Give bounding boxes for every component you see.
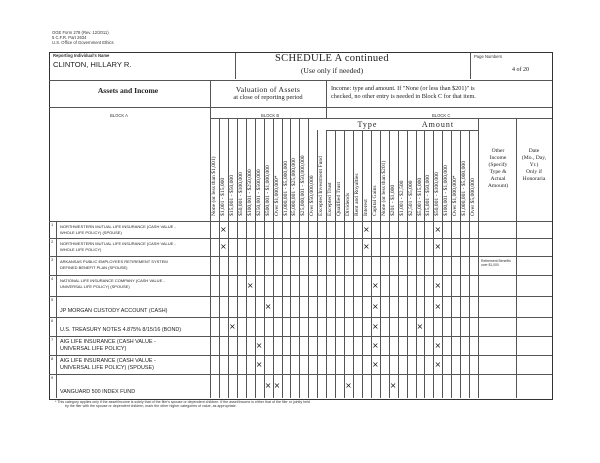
checkbox-mark: ×: [246, 280, 254, 290]
column-divider: [424, 130, 425, 398]
column-header: $15,001 - $50,000: [228, 174, 235, 216]
asset-description: NORTHWESTERN MUTUAL LIFE INSURANCE (CASH VALUE -: [60, 224, 176, 229]
checkbox-mark: ×: [264, 381, 272, 390]
column-header: Interest: [362, 199, 369, 216]
block-b-label: BLOCK B: [261, 113, 280, 118]
type-label: Type: [357, 120, 378, 129]
column-divider: [264, 118, 265, 398]
column-header: Dividends: [345, 193, 351, 216]
column-header: Excepted Trust: [327, 182, 334, 216]
checkbox-mark: ×: [371, 340, 379, 350]
row-number: 3: [51, 257, 54, 262]
asset-description: DEFINED BENEFIT PLAN (SPOUSE): [60, 264, 128, 270]
asset-description: AIG LIFE INSURANCE (CASH VALUE -: [60, 339, 156, 345]
row-divider: [49, 355, 552, 356]
column-divider: [246, 118, 247, 398]
row-divider: [49, 317, 552, 318]
column-divider: [344, 130, 345, 398]
column-header: $1,000,001 - $5,000,000: [282, 160, 289, 216]
column-divider: [398, 130, 399, 398]
checkbox-mark: ×: [434, 242, 442, 251]
checkbox-mark: ×: [255, 340, 263, 350]
asset-description: NORTHWESTERN MUTUAL LIFE INSURANCE (CASH VALUE -: [60, 241, 176, 246]
column-header: None (or less than $1,001): [211, 156, 217, 216]
column-divider: [353, 130, 354, 398]
column-header: $250,001 - $500,000: [255, 169, 262, 216]
row-divider: [49, 256, 552, 257]
checkbox-mark: ×: [228, 321, 236, 331]
column-header: $15,001 - $50,000: [425, 174, 432, 216]
column-header: Qualified Trust: [336, 181, 343, 216]
row-number: 6: [51, 318, 54, 323]
checkbox-mark: ×: [371, 321, 379, 331]
amount-label: Amount: [421, 120, 455, 129]
checkbox-mark: ×: [371, 359, 379, 369]
checkbox-mark: ×: [434, 301, 442, 311]
form-number: OGE Form 278 (Rev. 12/2011): [52, 30, 109, 35]
checkbox-mark: ×: [264, 301, 272, 311]
reporting-individual-name: CLINTON, HILLARY R.: [53, 60, 132, 69]
page-number: [512, 67, 529, 73]
row-divider: [49, 374, 552, 375]
asset-description: JP MORGAN CUSTODY ACCOUNT (CASH): [60, 308, 168, 314]
column-divider: [371, 130, 372, 398]
checkbox-mark: ×: [220, 242, 227, 251]
block-a-label: BLOCK A: [110, 113, 128, 118]
asset-description: AIG LIFE INSURANCE (CASH VALUE -: [60, 358, 156, 364]
row-divider: [49, 275, 552, 276]
column-header: $5,001 - $15,000: [416, 177, 423, 216]
column-divider: [433, 130, 434, 398]
column-header: $100,001 - $1,000,000: [443, 165, 450, 216]
column-header: $100,001 - $250,000: [246, 169, 253, 216]
column-header: None (or less than $201): [380, 160, 387, 216]
page-of: of: [516, 67, 522, 73]
checkbox-mark: ×: [389, 381, 397, 390]
row-number: 5: [51, 297, 54, 302]
checkbox-mark: ×: [434, 224, 442, 234]
checkbox-mark: ×: [416, 321, 424, 331]
block-c-label: BLOCK C: [432, 113, 451, 118]
asset-description: UNIVERSAL LIFE POLICY) (SPOUSE): [60, 365, 154, 371]
checkbox-mark: ×: [220, 224, 227, 234]
column-header: Rent and Royalties: [353, 173, 360, 216]
valuation-title: Valuation of Assets: [235, 85, 301, 94]
checkbox-mark: ×: [434, 359, 442, 369]
checkbox-mark: ×: [255, 359, 263, 369]
column-header: $500,001 - $1,000,000: [264, 165, 271, 216]
column-header: $50,001 - $100,000: [237, 172, 244, 216]
row-divider: [49, 336, 552, 337]
row-divider: [49, 238, 552, 239]
column-divider: [326, 130, 327, 398]
asset-description: WHOLE LIFE POLICY): [60, 246, 102, 252]
page-total: 20: [523, 67, 529, 73]
asset-description: WHOLE LIFE POLICY) (SPOUSE): [60, 229, 122, 235]
assets-income-title: Assets and Income: [97, 86, 159, 95]
column-divider: [219, 118, 220, 398]
column-header: Over $1,000,000*: [273, 175, 280, 216]
checkbox-mark: ×: [273, 381, 281, 390]
other-income-header: Other Income (Specify Type & Actual Amount): [487, 148, 509, 189]
column-divider: [469, 130, 470, 398]
row-divider: [49, 296, 552, 297]
asset-description: NATIONAL LIFE INSURANCE COMPANY (CASH VALUE -: [60, 278, 165, 283]
column-header: $25,000,001 - $50,000,000: [300, 155, 307, 216]
schedule-subtitle: (Use only if needed): [300, 66, 364, 75]
row-number: 9: [51, 375, 54, 380]
column-divider: [255, 118, 256, 398]
row-number: 8: [51, 356, 54, 361]
column-divider: [389, 130, 390, 398]
column-divider: [362, 130, 363, 398]
checkbox-mark: ×: [434, 280, 442, 290]
column-header: $201 - $1,000: [389, 184, 396, 216]
income-instructions-2: checked, no other entry is needed in Block C for that item.: [331, 93, 476, 100]
column-header: Over $50,000,000: [309, 175, 316, 216]
row-divider: [49, 221, 552, 222]
row-number: 2: [51, 239, 54, 244]
column-header: Capital Gains: [371, 185, 378, 216]
column-divider: [451, 130, 452, 398]
row-number: 7: [51, 337, 54, 342]
column-divider: [335, 130, 336, 398]
column-divider: [478, 118, 479, 398]
asset-description: U.S. TREASURY NOTES 4.875% 8/15/16 (BOND): [60, 327, 182, 333]
checkbox-mark: ×: [371, 280, 379, 290]
row-number-divider: [56, 221, 57, 398]
schedule-title: SCHEDULE A continued: [275, 53, 389, 64]
asset-description: ARKANSAS PUBLIC EMPLOYEES RETIREMENT SYSTEM: [60, 259, 168, 264]
column-header: $5,000,001 - $25,000,000: [291, 158, 298, 216]
form-agency: U.S. Office of Government Ethics: [52, 40, 114, 45]
column-divider: [516, 118, 517, 398]
date-honoraria-header: Date (Mo., Day, Yr.) Only if Honoraria: [521, 148, 547, 182]
column-header: Over $5,000,000: [470, 178, 477, 216]
column-divider: [308, 118, 309, 398]
checkbox-mark: ×: [362, 224, 370, 234]
checkbox-mark: ×: [371, 301, 379, 311]
page-numbers-label: Page Numbers: [474, 54, 502, 59]
column-divider: [416, 130, 417, 398]
valuation-subtitle: at close of reporting period: [233, 94, 303, 101]
checkbox-mark: ×: [362, 242, 370, 251]
income-instructions-1: Income: type and amount. If "None (or less than $201)" is: [331, 85, 475, 92]
column-header: $1,000,001 - $5,000,000: [461, 160, 468, 216]
column-divider: [228, 118, 229, 398]
column-header: $50,001 - $100,000: [434, 172, 441, 216]
column-divider: [407, 130, 408, 398]
checkbox-mark: ×: [345, 381, 352, 390]
column-header: $1,001 - $2,500: [398, 180, 405, 216]
row-number: 4: [51, 276, 54, 281]
column-header: Excepted Investment Fund: [318, 156, 325, 216]
column-header: Over $1,000,000*: [452, 175, 459, 216]
checkbox-mark: ×: [434, 340, 442, 350]
column-divider: [273, 118, 274, 398]
form-cfr: 5 C.F.R. Part 2634: [52, 35, 87, 40]
column-header: $2,501 - $5,000: [407, 180, 414, 216]
row-number: 1: [51, 222, 54, 227]
page-current: 4: [512, 67, 515, 73]
column-divider: [237, 118, 238, 398]
column-header: $1,001 - $15,000: [219, 177, 226, 216]
asset-description: VANGUARD 500 INDEX FUND: [60, 389, 136, 395]
other-income-value: Retirement Benefits over $1,000: [481, 259, 511, 268]
reporting-individual-label: Reporting Individual's Name: [53, 53, 110, 58]
asset-description: UNIVERSAL LIFE POLICY): [60, 346, 127, 352]
footnote: * This category applies only if the asset/income is solely that of the filer's spouse or dependent children. If the asset/income is either that of the filer or jointly held by the filer with the spouse or dependent children, mark the other higher categories of value, as appropriate.: [55, 400, 310, 409]
asset-description: UNIVERSAL LIFE POLICY) (SPOUSE): [60, 283, 130, 289]
